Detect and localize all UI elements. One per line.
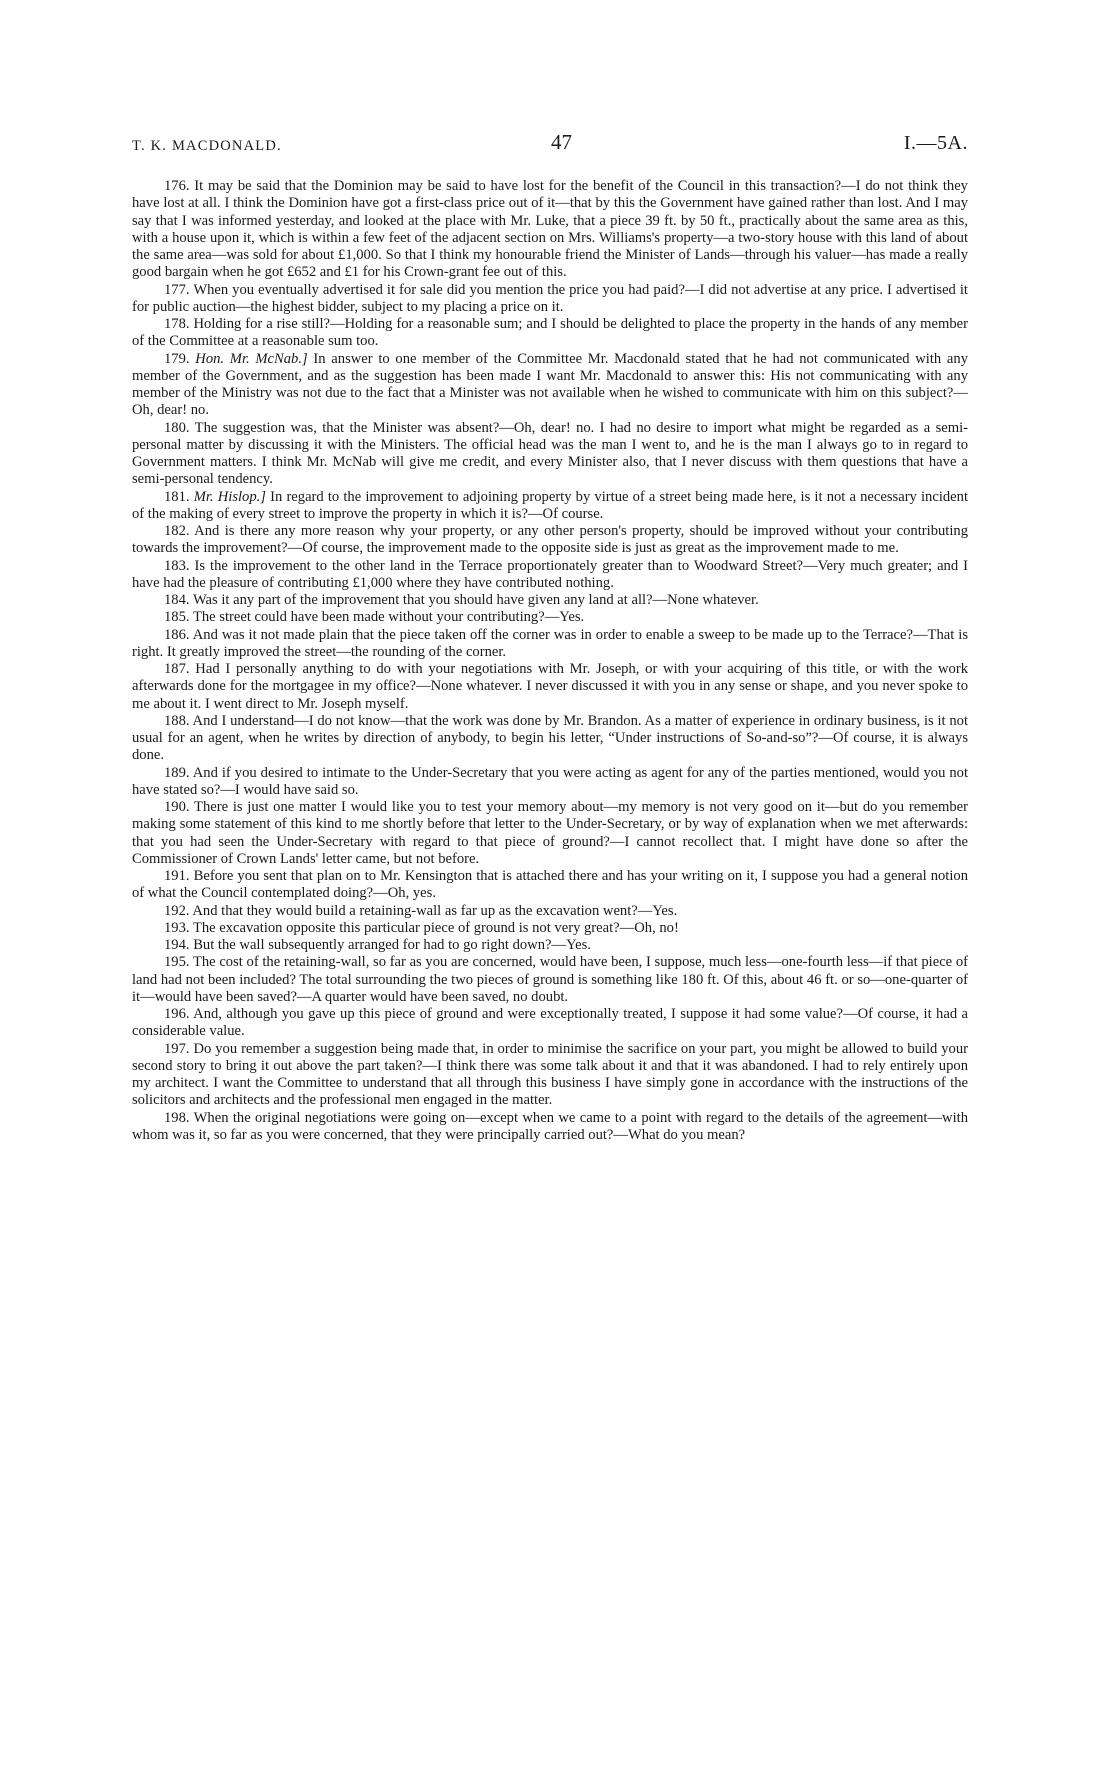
question-text: And if you desired to intimate to the Under-Secretary that you were acting as agent for any of the parties mentioned, would you not have stated so?—I would have said so. bbox=[132, 764, 969, 798]
question-text: It may be said that the Dominion may be said to have lost for the benefit of the Council in this transaction?—I do not think they have lost at all. I think the Dominion have got a first-class price out of it—that by this the Government have gained rather than lost. And I may say that I was informed yesterday, and looked at the place with Mr. Luke, that a piece 39 ft. by 50 ft., practically about the same area as this, with a house upon it, which is within a few feet of the adjacent section on Mrs. Williams's property—a two-story house with this land of about the same area—was sold for about £1,000. So that I think my honourable friend the Minister of Lands—through his valuer—has made a really good bargain when he got £652 and £1 for his Crown-grant fee out of this. bbox=[132, 178, 968, 281]
question-paragraph bbox=[132, 954, 968, 1006]
question-text: And is there any more reason why your property, or any other person's property, should be improved without your contributing towards the improvement?—Of course, the improvement made to the opposite side is just as great as the improvement made to me. bbox=[132, 523, 968, 557]
question-number: 180. bbox=[164, 419, 190, 436]
question-number: 191. bbox=[164, 868, 190, 884]
question-text: When the original negotiations were going on—except when we came to a point with regard to the details of the agreement—with whom was it, so far as you were concerned, that they were principally carried out?—What do you mean? bbox=[132, 1109, 968, 1143]
question-text: And, although you gave up this piece of ground and were exceptionally treated, I suppose it had some value?—Of course, it had a considerable value. bbox=[132, 1006, 969, 1040]
question-paragraph bbox=[132, 558, 968, 593]
question-number: 184. bbox=[164, 592, 190, 608]
question-number: 190. bbox=[164, 799, 190, 815]
question-text: Had I personally anything to do with your negotiations with Mr. Joseph, or with your acquiring of this title, or with the work afterwards done for the mortgagee in my office?—None whatever. I never discussed it with you in any sense or shape, and you never spoke to me about it. I went direct to Mr. Joseph myself. bbox=[132, 661, 968, 712]
question-number: 176. bbox=[164, 178, 190, 194]
question-paragraph bbox=[132, 1041, 968, 1110]
question-text: Do you remember a suggestion being made that, in order to minimise the sacrifice on your part, you might be allowed to build your second story to bring it out above the part taken?—I think there was some talk about it and that it was abandoned. I had to rely entirely upon my architect. I want the Committee to understand that all through this business I have simply gone in accordance with the instructions of the solicitors and architects and the professional men engaged in the matter. bbox=[132, 1040, 968, 1109]
question-paragraph bbox=[132, 937, 968, 954]
question-number: 194. bbox=[164, 937, 190, 953]
question-text: The street could have been made without your contributing?—Yes. bbox=[192, 609, 585, 626]
question-paragraph bbox=[132, 661, 968, 713]
question-number: 182. bbox=[164, 523, 190, 539]
question-text: In regard to the improvement to adjoining property by virtue of a street being made here, is it not a necessary incident of the making of every street to improve the property in which it is?—Of course. bbox=[132, 488, 969, 522]
question-paragraph bbox=[132, 282, 968, 317]
question-text: The cost of the retaining-wall, so far as you are concerned, would have been, I suppose, much less—one-fourth less—if that piece of land had not been included? The total surrounding the two pieces of ground is something like 180 ft. Of this, about 46 ft. or so—one-quarter of it—would have been saved?—A quarter would have been saved, no doubt. bbox=[132, 954, 968, 1005]
question-text: Before you sent that plan on to Mr. Kensington that is attached there and has your writing on it, I suppose you had a general notion of what the Council contemplated doing?—Oh, yes. bbox=[132, 868, 968, 902]
question-number: 186. bbox=[164, 626, 190, 643]
question-text: But the wall subsequently arranged for had to go right down?—Yes. bbox=[193, 937, 591, 953]
question-text: The excavation opposite this particular piece of ground is not very great?—Oh, no! bbox=[192, 919, 679, 936]
question-text: In answer to one member of the Committee Mr. Macdonald stated that he had not communicated with any member of the Government, and as the suggestion has been made I want Mr. Macdonald to answer this: His not communicating with any member of the Ministry was not due to the fact that a Minister was not available when he wished to communicate with him on this subject?—Oh, dear! no. bbox=[132, 350, 968, 419]
question-paragraph bbox=[132, 489, 968, 524]
question-paragraph bbox=[132, 903, 968, 920]
question-number: 179. bbox=[164, 350, 190, 367]
speaker-label: Mr. Hislop.] bbox=[193, 488, 266, 505]
question-number: 193. bbox=[164, 919, 190, 936]
question-text: There is just one matter I would like you to test your memory about—my memory is not very good on it—but do you remember making some statement of this kind to me shortly before that letter to the Under-Secretary, or by way of explanation when we met afterwards: that you had seen the Under-Secretary with regard to that piece of ground?—I cannot recollect that. I might have done so after the Commissioner of Crown Lands' letter came, but not before. bbox=[132, 799, 969, 867]
question-text: The suggestion was, that the Minister was absent?—Oh, dear! no. I had no desire to import what might be regarded as a semi-personal matter by discussing it with the Ministers. The official head was the man I went to, and he is the man I always go to in regard to Government matters. I think Mr. McNab will give me credit, and every Minister also, that I never discuss with them questions that have a semi-personal tendency. bbox=[132, 419, 968, 488]
question-paragraph bbox=[132, 627, 968, 662]
question-number: 181. bbox=[164, 488, 190, 505]
question-number: 177. bbox=[164, 281, 190, 298]
paper-reference: I.—5A. bbox=[903, 132, 968, 154]
question-number: 196. bbox=[164, 1006, 190, 1022]
question-paragraph bbox=[132, 592, 968, 609]
speaker-label: Hon. Mr. McNab.] bbox=[195, 350, 308, 367]
question-paragraph bbox=[132, 523, 968, 558]
question-text: When you eventually advertised it for sale did you mention the price you had paid?—I did not advertise at any price. I advertised it for public auction—the highest bidder, subject to my placing a price on it. bbox=[132, 281, 968, 315]
question-number: 185. bbox=[164, 609, 190, 626]
question-number: 198. bbox=[164, 1109, 190, 1126]
question-number: 192. bbox=[164, 902, 190, 919]
question-paragraph bbox=[132, 868, 968, 903]
question-paragraph bbox=[132, 351, 968, 420]
question-number: 197. bbox=[164, 1040, 190, 1057]
question-text: And that they would build a retaining-wall as far up as the excavation went?—Yes. bbox=[192, 902, 678, 919]
question-number: 178. bbox=[164, 316, 190, 332]
question-number: 195. bbox=[164, 954, 190, 971]
question-paragraph bbox=[132, 765, 968, 800]
question-paragraph bbox=[132, 1006, 968, 1041]
question-paragraph bbox=[132, 799, 968, 868]
question-number: 187. bbox=[164, 661, 190, 677]
evidence-text bbox=[132, 178, 968, 1144]
question-number: 188. bbox=[164, 712, 190, 729]
page-number: 47 bbox=[551, 130, 572, 154]
question-paragraph bbox=[132, 420, 968, 489]
question-number: 189. bbox=[164, 764, 190, 781]
question-text: Was it any part of the improvement that you should have given any land at all?—None whatever. bbox=[192, 592, 759, 608]
question-text: And was it not made plain that the piece taken off the corner was in order to enable a sweep to be made up to the Terrace?—That is right. It greatly improved the street—the rounding of the corner. bbox=[132, 626, 969, 660]
page-header bbox=[132, 130, 968, 160]
header-witness-name: T. K. MACDONALD. bbox=[132, 138, 282, 154]
question-text: And I understand—I do not know—that the work was done by Mr. Brandon. As a matter of experience in ordinary business, is it not usual for an agent, when he writes by direction of anybody, to begin his letter, “Under instructions of So-and-so”?—Of course, it is always done. bbox=[132, 712, 969, 764]
question-paragraph bbox=[132, 316, 968, 351]
question-number: 183. bbox=[164, 557, 190, 574]
question-paragraph bbox=[132, 1110, 968, 1145]
question-text: Is the improvement to the other land in the Terrace proportionately greater than to Woodward Street?—Very much greater; and I have had the pleasure of contributing £1,000 where they have contributed nothing. bbox=[132, 557, 968, 591]
question-paragraph bbox=[132, 178, 968, 282]
question-paragraph bbox=[132, 920, 968, 937]
question-text: Holding for a rise still?—Holding for a reasonable sum; and I should be delighted to place the property in the hands of any member of the Committee at a reasonable sum too. bbox=[132, 316, 968, 350]
question-paragraph bbox=[132, 713, 968, 765]
question-paragraph bbox=[132, 609, 968, 626]
